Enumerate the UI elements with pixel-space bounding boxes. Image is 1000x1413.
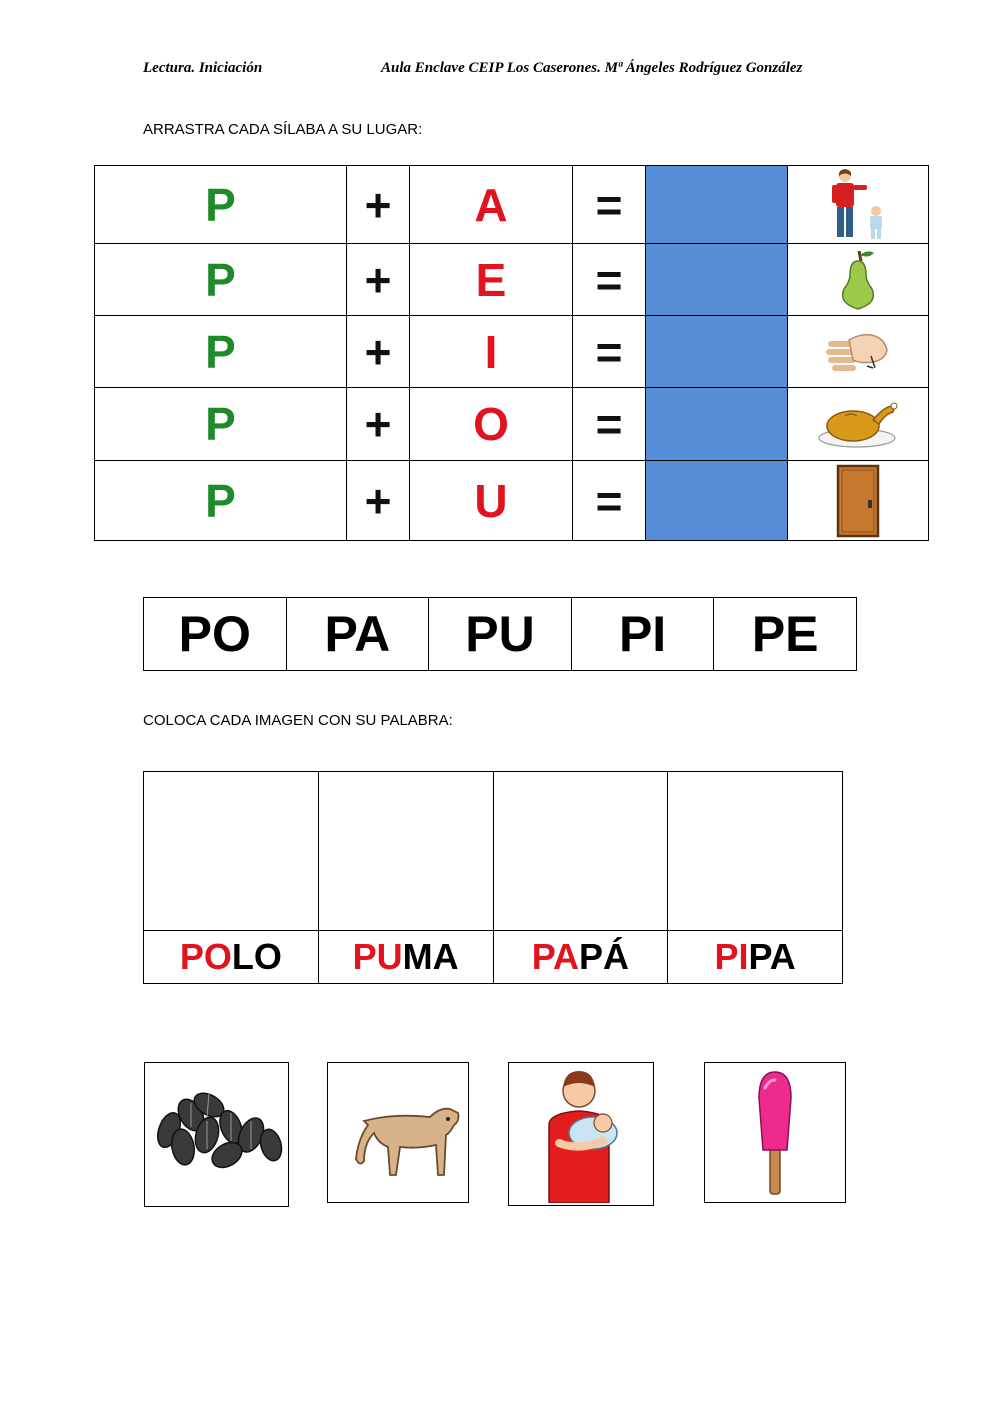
plus-sign: + (347, 166, 410, 244)
syllable-chip-pe[interactable]: PE (713, 598, 856, 670)
vowel-cell: A (410, 166, 573, 244)
word-label-pipa (668, 931, 842, 983)
equals-sign: = (573, 316, 646, 388)
word-syllable-highlight: PO (179, 936, 232, 977)
roast-chicken-icon (815, 396, 901, 452)
syllable-row (95, 316, 929, 388)
father-and-child-icon (823, 167, 893, 242)
instruction-match-images: COLOCA CADA IMAGEN CON SU PALABRA: (143, 712, 453, 729)
ice-pop-icon (745, 1068, 805, 1198)
picture-card-dad[interactable] (508, 1062, 654, 1206)
word-column (493, 772, 668, 983)
vowel-cell: E (410, 244, 573, 316)
word-label-papa (494, 931, 668, 983)
word-column (318, 772, 493, 983)
image-drop-zone[interactable] (494, 772, 668, 931)
word-syllable-rest: LO (231, 936, 282, 977)
syllable-drop-zone[interactable] (646, 244, 788, 316)
consonant-cell: P (95, 316, 347, 388)
pinch-hand-icon (823, 322, 893, 382)
syllable-bank (143, 597, 857, 671)
syllable-drop-zone[interactable] (646, 166, 788, 244)
word-syllable-rest: MA (402, 936, 459, 977)
plus-sign: + (347, 388, 410, 461)
picture-cell (788, 461, 929, 541)
syllable-row (95, 244, 929, 316)
header-left: Lectura. Iniciación (143, 60, 263, 76)
puma-icon (330, 1083, 466, 1183)
image-drop-zone[interactable] (668, 772, 842, 931)
equals-sign: = (573, 388, 646, 461)
syllable-chip-pa[interactable]: PA (286, 598, 429, 670)
plus-sign: + (347, 244, 410, 316)
syllable-chip-po[interactable]: PO (178, 606, 251, 662)
syllable-chip-pi[interactable]: PI (571, 598, 714, 670)
plus-sign: + (347, 316, 410, 388)
door-icon (834, 464, 882, 538)
sunflower-seeds-icon (147, 1085, 287, 1185)
equals-sign: = (573, 244, 646, 316)
word-syllable-rest: PÁ (579, 936, 630, 977)
syllable-table (94, 165, 929, 541)
picture-card-ice-pop[interactable] (704, 1062, 846, 1203)
consonant-cell: P (95, 166, 347, 244)
syllable-drop-zone[interactable] (646, 388, 788, 461)
instruction-drag-syllables: ARRASTRA CADA SÍLABA A SU LUGAR: (143, 121, 423, 138)
vowel-cell: U (410, 461, 573, 541)
plus-sign: + (347, 461, 410, 541)
image-drop-zone[interactable] (319, 772, 493, 931)
consonant-cell: P (95, 244, 347, 316)
image-drop-zone[interactable] (144, 772, 318, 931)
word-syllable-highlight: PU (352, 936, 403, 977)
word-grid (143, 771, 843, 984)
syllable-drop-zone[interactable] (646, 316, 788, 388)
syllable-row (95, 166, 929, 244)
equals-sign: = (573, 461, 646, 541)
pear-icon (833, 247, 883, 313)
consonant-cell: P (95, 461, 347, 541)
word-syllable-rest: PA (748, 936, 796, 977)
word-label-polo (144, 931, 318, 983)
picture-cell (788, 166, 929, 244)
syllable-drop-zone[interactable] (646, 461, 788, 541)
syllable-row (95, 388, 929, 461)
picture-card-puma[interactable] (327, 1062, 469, 1203)
consonant-cell: P (95, 388, 347, 461)
equals-sign: = (573, 166, 646, 244)
picture-cell (788, 244, 929, 316)
syllable-row (95, 461, 929, 541)
picture-cell (788, 388, 929, 461)
word-syllable-highlight: PI (714, 936, 749, 977)
vowel-cell: O (410, 388, 573, 461)
word-syllable-highlight: PA (531, 936, 580, 977)
picture-card-seeds[interactable] (144, 1062, 289, 1207)
header-right: Aula Enclave CEIP Los Caserones. Mª Ángeles Rodríguez González (381, 60, 803, 76)
dad-holding-baby-icon (531, 1065, 631, 1203)
syllable-chip-pu[interactable]: PU (428, 598, 571, 670)
vowel-cell: I (410, 316, 573, 388)
word-column (144, 772, 318, 983)
word-column (667, 772, 842, 983)
picture-cell (788, 316, 929, 388)
word-label-puma (319, 931, 493, 983)
